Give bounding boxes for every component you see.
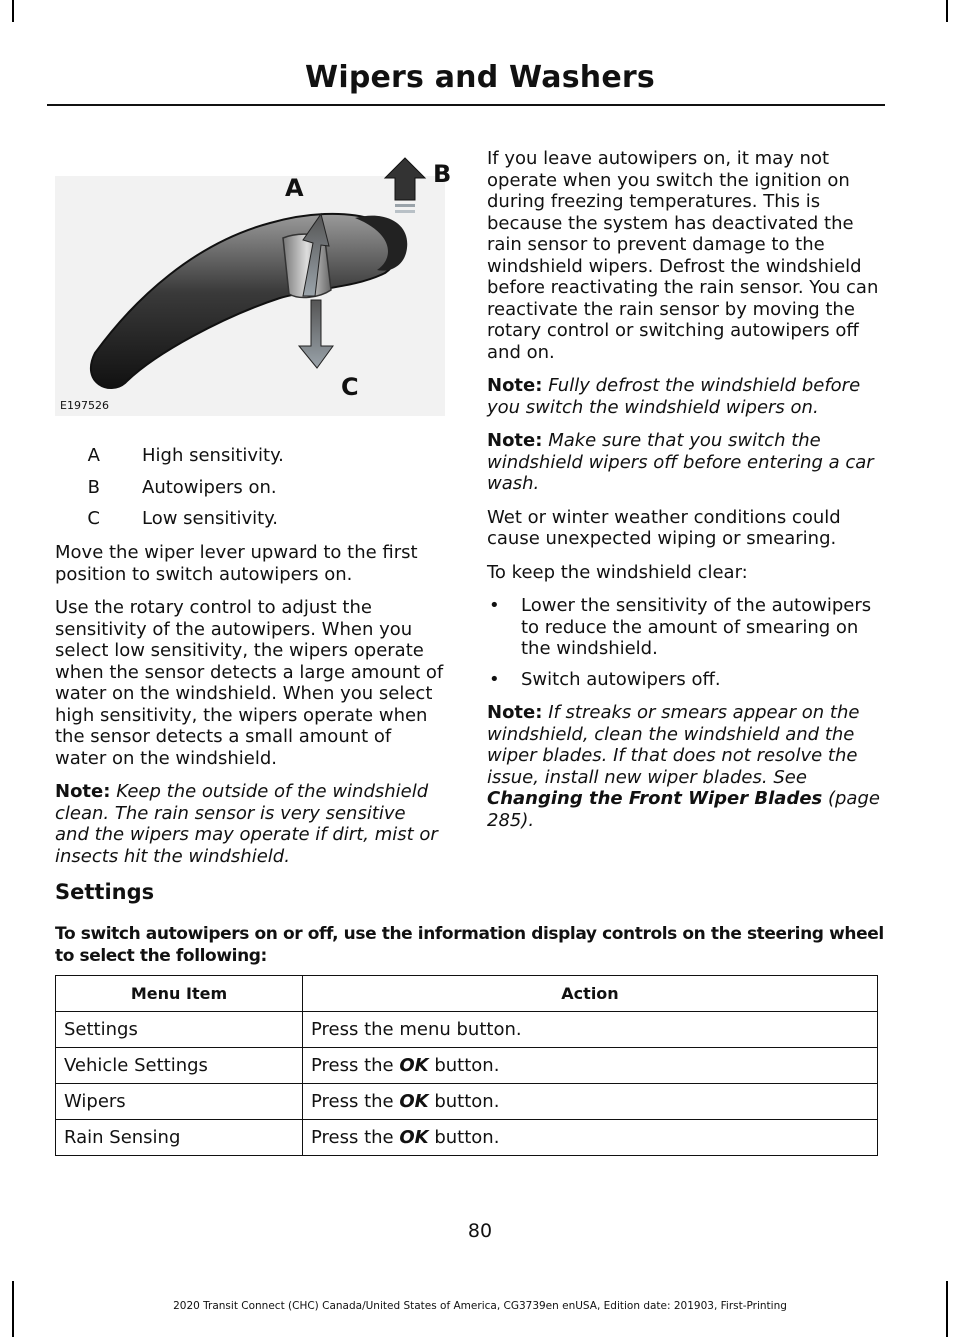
cross-reference-link[interactable]: Changing the Front Wiper Blades [487,788,823,809]
note-label: Note: [487,430,543,451]
ok-label: OK [399,1055,429,1076]
paragraph: If you leave autowipers on, it may not operate when you switch the ignition on during freezing temperatures. This is because the system has deactivated the rain sensor to prevent damage to the windshield wipers. Defrost the windshield before reactivating the rain sensor. You can reactivate the rain sensor by moving the rotary control or switching autowipers off and on. [487,148,879,363]
legend-text: High sensitivity. [142,445,284,467]
note-label: Note: [487,375,543,396]
action-text: Press the menu button. [311,1019,522,1040]
figure-code: E197526 [60,399,109,412]
table-row [56,1120,878,1156]
menu-item-cell: Vehicle Settings [56,1048,303,1084]
section-heading: Settings [55,880,155,904]
action-cell [303,1048,878,1084]
legend-row [55,440,445,472]
action-cell [303,1084,878,1120]
callout-a: A [285,174,304,202]
action-text: Press the [311,1055,400,1076]
menu-item-cell: Rain Sensing [56,1120,303,1156]
crop-mark-top-right-v [946,0,948,22]
page-reference: (page 285). [487,788,880,831]
paragraph: To keep the windshield clear: [487,561,748,583]
action-cell [303,1120,878,1156]
bullet-icon: • [489,595,500,616]
callout-b: B [433,160,452,188]
note-label: Note: [487,702,543,723]
paragraph: Wet or winter weather conditions could cause unexpected wiping or smearing. [487,506,841,549]
bullet-icon: • [489,668,500,690]
note-text: Make sure that you switch the windshield wipers off before entering a car wash. [487,430,874,494]
callout-c: C [341,373,359,401]
note-label: Note: [55,781,111,802]
settings-table [55,975,878,1156]
wiper-lever-illustration [55,148,460,416]
legend-row [55,472,445,504]
table-row [56,1084,878,1120]
table-row [56,1048,878,1084]
legend-key: B [87,476,100,498]
list-item-text: Lower the sensitivity of the autowipers to reduce the amount of smearing on the windshield. [521,595,872,659]
action-text: Press the [311,1091,400,1112]
header-divider [47,104,885,106]
action-cell [303,1012,878,1048]
note [487,702,882,831]
list-item-text: Switch autowipers off. [521,668,721,690]
legend-key: C [87,508,100,530]
note-text: If streaks or smears appear on the windshield, clean the windshield and the wiper blades. If that does not resolve the issue, install new wiper blades. See [487,702,860,788]
list-item [487,669,882,691]
left-column [55,542,445,879]
bullet-list [487,595,882,690]
action-text: Press the [311,1127,400,1148]
action-text: button. [428,1091,500,1112]
paragraph: Use the rotary control to adjust the sensitivity of the autowipers. When you select low sensitivity, the wipers operate when the sensor detects a large amount of water on the windshield. When you select high sensitivity, the wipers operate when the sensor detects a small amount of water on the windshield. [55,597,444,769]
instruction-text: To switch autowipers on or off, use the information display controls on the steering wheel to select the following: [55,924,884,966]
note-text: Keep the outside of the windshield clean. The rain sensor is very sensitive and the wipers may operate if dirt, mist or insects hit the windshield. [55,781,438,867]
legend-text: Low sensitivity. [142,508,278,530]
footer-text: 2020 Transit Connect (CHC) Canada/United States of America, CG3739en enUSA, Edition date: 201903, First-Printing [173,1300,787,1312]
legend-row [55,503,445,535]
column-header: Menu Item [56,976,303,1012]
note [487,430,882,495]
action-text: button. [428,1055,500,1076]
menu-item-cell: Wipers [56,1084,303,1120]
column-header: Action [303,976,878,1012]
menu-item-cell: Settings [56,1012,303,1048]
legend-key: A [87,445,100,467]
table-row [56,1012,878,1048]
right-column [487,148,882,843]
ok-label: OK [399,1091,429,1112]
note [55,781,445,867]
note-text: Fully defrost the windshield before you switch the windshield wipers on. [487,375,861,418]
table-header-row [56,976,878,1012]
page-title: Wipers and Washers [305,60,655,95]
paragraph: Move the wiper lever upward to the first position to switch autowipers on. [55,542,418,585]
page-number: 80 [467,1220,493,1242]
list-item [487,595,882,660]
figure-legend [55,440,445,535]
action-text: button. [428,1127,500,1148]
crop-mark-top-left-v [12,0,14,22]
legend-text: Autowipers on. [142,476,277,498]
note [487,375,882,418]
ok-label: OK [399,1127,429,1148]
